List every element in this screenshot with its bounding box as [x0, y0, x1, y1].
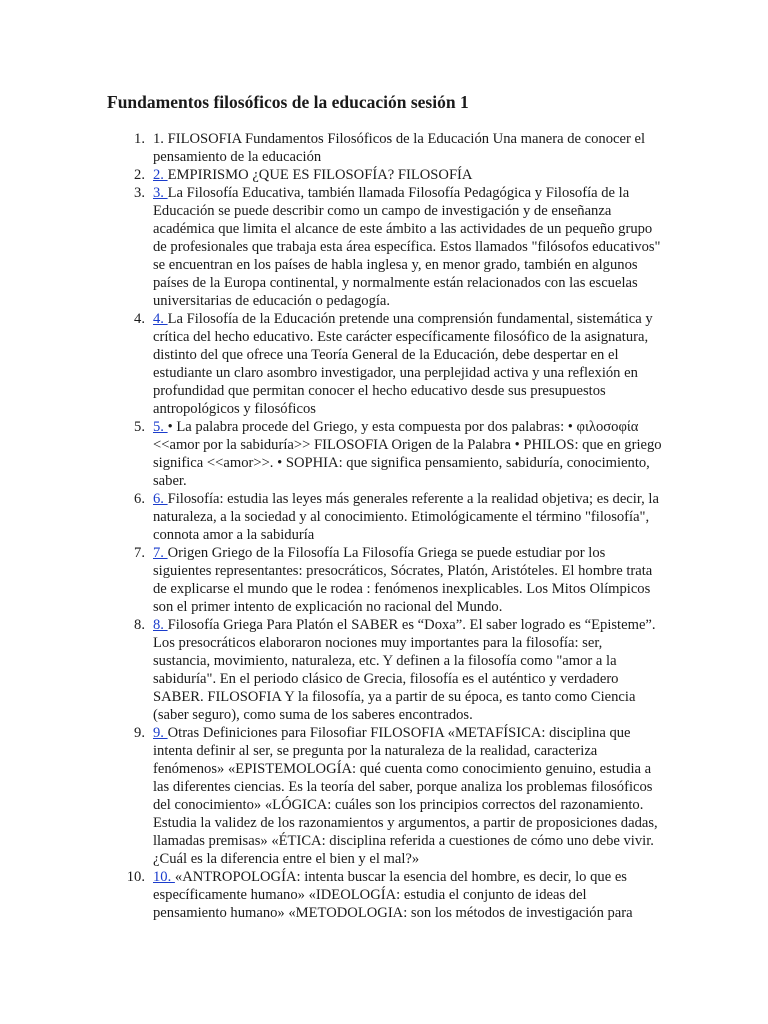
item-text: • La palabra procede del Griego, y esta compuesta por dos palabras: • φιλοσοφία <<amor por la sabiduría>> FILOSOFIA Origen de la Palabra • PHILOS: que en griego significa <<amor>>. • SOPHIA: que significa pensamiento, sabiduría, conocimiento, saber. — [153, 419, 662, 489]
list-item — [134, 724, 663, 868]
list-item — [134, 130, 663, 166]
item-slide-link[interactable]: 7. — [153, 545, 168, 561]
item-text: La Filosofía Educativa, también llamada Filosofía Pedagógica y Filosofía de la Educación se puede describir como un campo de investigación y de enseñanza académica que limita el alcance de este ámbito a las actividades de un pequeño grupo de profesionales que trabaja esta área específica. Estos llamados "filósofos educativos" se encuentran en los países de habla inglesa y, en menor grado, también en algunos países de la Europa continental, y normalmente están relacionados con las escuelas universitarias de educación o pedagogía. — [153, 185, 661, 309]
item-slide-link[interactable]: 5. — [153, 419, 168, 435]
list-item — [134, 418, 663, 490]
item-number: 1. — [134, 131, 145, 147]
item-text: Otras Definiciones para Filosofiar FILOSOFIA «METAFÍSICA: disciplina que intenta definir al ser, se pregunta por la naturaleza de la realidad, caracteriza fenómenos» «EPISTEMOLOGÍA: qué cuenta como conocimiento genuino, estudia a las diferentes ciencias. Es la teoría del saber, porque analiza los problemas filosóficos del conocimiento» «LÓGICA: cuáles son los principios correctos del razonamiento. Estudia la validez de los razonamientos y argumentos, a partir de proposiciones dadas, llamadas premisas» «ÉTICA: disciplina referida a cuestiones de cómo uno debe vivir. ¿Cuál es la diferencia entre el bien y el mal?» — [153, 725, 658, 867]
item-slide-link[interactable]: 9. — [153, 725, 168, 741]
item-slide-link[interactable]: 3. — [153, 185, 168, 201]
item-text: «ANTROPOLOGÍA: intenta buscar la esencia del hombre, es decir, lo que es específicamente humano» «IDEOLOGÍA: estudia el conjunto de ideas del pensamiento humano» «METODOLOGIA: son los métodos de investigación para — [153, 869, 633, 921]
item-slide-link[interactable]: 2. — [153, 167, 168, 183]
list-item — [134, 166, 663, 184]
item-number: 4. — [134, 311, 145, 327]
item-slide-link[interactable]: 6. — [153, 491, 168, 507]
item-number: 8. — [134, 617, 145, 633]
item-text: Filosofía Griega Para Platón el SABER es “Doxa”. El saber logrado es “Episteme”. Los presocráticos elaboraron nociones muy importantes para la filosofía: ser, sustancia, movimiento, naturaleza, etc. Y definen a la filosofía como "amor a la sabiduría". En el periodo clásico de Grecia, filosofía es el auténtico y verdadero SABER. FILOSOFIA Y la filosofía, ya a partir de su época, es tanto como Ciencia (saber seguro), como suma de los saberes encontrados. — [153, 617, 656, 723]
item-slide-link[interactable]: 4. — [153, 311, 168, 327]
list-item — [134, 310, 663, 418]
list-item — [134, 490, 663, 544]
document-title: Fundamentos filosóficos de la educación sesión 1 — [107, 92, 469, 112]
item-text: La Filosofía de la Educación pretende una comprensión fundamental, sistemática y crítica del hecho educativo. Este carácter específicamente filosófico de la asignatura, distinto del que ofrece una Teoría General de la Educación, debe despertar en el estudiante un claro asombro investigador, una perplejidad activa y una reflexión en profundidad que permitan conocer el hecho educativo desde sus presupuestos antropológicos y filosóficos — [153, 311, 653, 417]
item-number: 6. — [134, 491, 145, 507]
item-text: Filosofía: estudia las leyes más generales referente a la realidad objetiva; es decir, la naturaleza, a la sociedad y al conocimiento. Etimológicamente el término "filosofía", connota amor a la sabiduría — [153, 491, 659, 543]
list-item — [134, 184, 663, 310]
list-item — [126, 868, 663, 922]
item-number: 10. — [126, 869, 145, 885]
item-number: 7. — [134, 545, 145, 561]
item-text: EMPIRISMO ¿QUE ES FILOSOFÍA? FILOSOFÍA — [167, 167, 473, 183]
item-number: 9. — [134, 725, 145, 741]
item-slide-link[interactable]: 8. — [153, 617, 168, 633]
item-number: 5. — [134, 419, 145, 435]
list-item — [134, 616, 663, 724]
list-item — [134, 544, 663, 616]
item-text: 1. FILOSOFIA Fundamentos Filosóficos de la Educación Una manera de conocer el pensamiento de la educación — [153, 131, 646, 165]
item-slide-link[interactable]: 10. — [153, 869, 175, 885]
item-number: 2. — [134, 167, 145, 183]
item-text: Origen Griego de la Filosofía La Filosofía Griega se puede estudiar por los siguientes representantes: presocráticos, Sócrates, Platón, Aristóteles. El hombre trata de explicarse el mundo que le rodea : fenómenos inexplicables. Los Mitos Olímpicos son el primer intento de explicación no racional del Mundo. — [153, 545, 653, 615]
numbered-list — [126, 130, 663, 922]
item-number: 3. — [134, 185, 145, 201]
